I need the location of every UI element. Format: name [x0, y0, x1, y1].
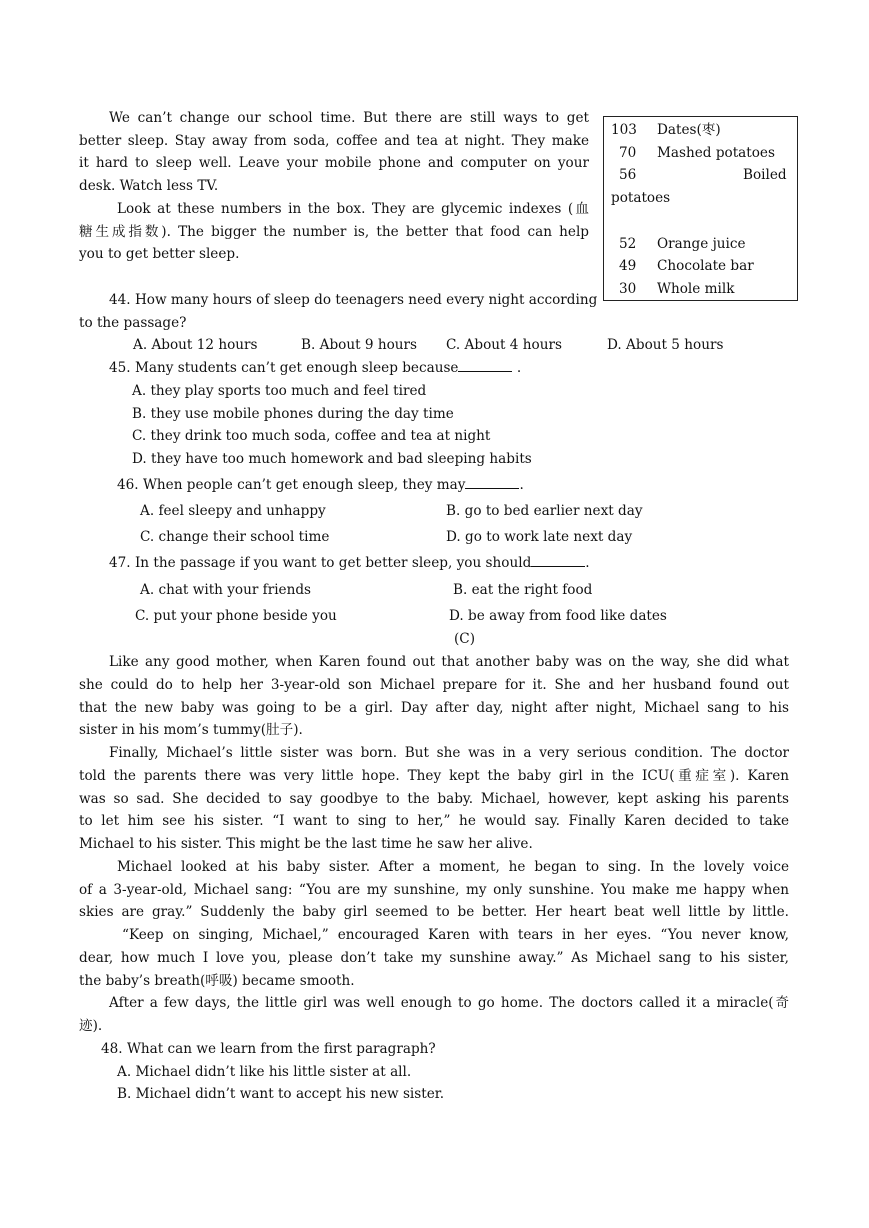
- answer-blank: [531, 554, 585, 567]
- passage-line: Michael to his sister. This might be the last time he saw her alive.: [79, 836, 533, 852]
- option-d: D. About 5 hours: [607, 337, 724, 353]
- section-heading: (C): [454, 631, 476, 647]
- gi-food-cont: potatoes: [611, 190, 671, 206]
- option-c: C. About 4 hours: [446, 337, 562, 353]
- intro-line: We can’t change our school time. But there are still ways to get: [109, 110, 589, 126]
- question-stem: 46. When people can’t get enough sleep, they may .: [117, 477, 524, 493]
- option-a: A. chat with your friends: [140, 582, 312, 598]
- intro-line: you to get better sleep.: [79, 246, 240, 262]
- option-a: A. Michael didn’t like his little sister at all.: [117, 1064, 412, 1080]
- gi-value: 30: [619, 281, 637, 297]
- gi-value: 49: [619, 258, 637, 274]
- question-stem: 48. What can we learn from the first paragraph?: [101, 1041, 436, 1057]
- passage-line: Finally, Michael’s little sister was born. But she was in a very serious condition. The doctor: [109, 745, 789, 761]
- passage-line: was so sad. She decided to say goodbye to the baby. Michael, however, kept asking his parents: [79, 791, 789, 807]
- question-stem: 45. Many students can’t get enough sleep because .: [109, 360, 522, 376]
- gi-value: 56: [619, 167, 637, 183]
- gi-food: Mashed potatoes: [657, 145, 775, 161]
- intro-line: desk. Watch less TV.: [79, 178, 219, 194]
- gi-food: Boiled: [743, 167, 787, 183]
- passage-line: she could do to help her 3-year-old son Michael prepare for it. She and her husband found out: [79, 677, 789, 693]
- answer-blank: [465, 476, 519, 489]
- answer-blank: [458, 359, 512, 372]
- gi-food: Chocolate bar: [657, 258, 754, 274]
- passage-line: skies are gray.” Suddenly the baby girl seemed to be better. Her heart beat well little by little.: [79, 904, 789, 920]
- gi-value: 103: [611, 122, 637, 138]
- passage-line: to let him see his sister. “I want to sing to her,” he would say. Finally Karen decided to take: [79, 813, 789, 829]
- intro-line: it hard to sleep well. Leave your mobile phone and computer on your: [79, 155, 589, 171]
- option-b: B. About 9 hours: [301, 337, 418, 353]
- option-d: D. they have too much homework and bad sleeping habits: [132, 451, 532, 467]
- gi-food: Dates(枣): [657, 122, 721, 138]
- option-c: C. change their school time: [140, 529, 330, 545]
- question-stem: 44. How many hours of sleep do teenagers need every night according: [109, 292, 598, 308]
- option-d: D. go to work late next day: [446, 529, 633, 545]
- gi-value: 52: [619, 236, 637, 252]
- passage-line: that the new baby was going to be a girl. Day after day, night after night, Michael sang to his: [79, 700, 789, 716]
- option-b: B. eat the right food: [453, 582, 593, 598]
- gi-value: 70: [619, 145, 637, 161]
- passage-line: Michael looked at his baby sister. After a moment, he began to sing. In the lovely voice: [117, 859, 789, 875]
- gi-food: Orange juice: [657, 236, 746, 252]
- option-c: C. put your phone beside you: [135, 608, 337, 624]
- intro-line: better sleep. Stay away from soda, coffee and tea at night. They make: [79, 133, 589, 149]
- option-a: A. they play sports too much and feel tired: [132, 383, 427, 399]
- passage-line: the baby’s breath(呼吸) became smooth.: [79, 973, 355, 989]
- passage-line: “Keep on singing, Michael,” encouraged Karen with tears in her eyes. “You never know,: [122, 927, 789, 943]
- option-a: A. About 12 hours: [133, 337, 258, 353]
- passage-line: Like any good mother, when Karen found out that another baby was on the way, she did what: [109, 654, 789, 670]
- passage-line: of a 3-year-old, Michael sang: “You are my sunshine, my only sunshine. You make me happy when: [79, 882, 789, 898]
- option-b: B. Michael didn’t want to accept his new sister.: [117, 1086, 445, 1102]
- passage-line: 迹).: [79, 1018, 103, 1034]
- gi-food: Whole milk: [657, 281, 735, 297]
- question-stem: 47. In the passage if you want to get better sleep, you should .: [109, 555, 590, 571]
- option-c: C. they drink too much soda, coffee and tea at night: [132, 428, 491, 444]
- intro-line: Look at these numbers in the box. They are glycemic indexes (血: [117, 201, 589, 217]
- option-d: D. be away from food like dates: [449, 608, 667, 624]
- passage-line: told the parents there was very little hope. They kept the baby girl in the ICU(重症室). Karen: [79, 768, 789, 784]
- passage-line: dear, how much I love you, please don’t take my sunshine away.” As Michael sang to his sister,: [79, 950, 789, 966]
- option-a: A. feel sleepy and unhappy: [140, 503, 326, 519]
- passage-line: After a few days, the little girl was well enough to go home. The doctors called it a miracle(奇: [109, 995, 789, 1011]
- question-stem: to the passage?: [79, 315, 187, 331]
- option-b: B. go to bed earlier next day: [446, 503, 643, 519]
- option-b: B. they use mobile phones during the day time: [132, 406, 454, 422]
- intro-line: 糖生成指数). The bigger the number is, the better that food can help: [79, 224, 589, 240]
- passage-line: sister in his mom’s tummy(肚子).: [79, 722, 303, 738]
